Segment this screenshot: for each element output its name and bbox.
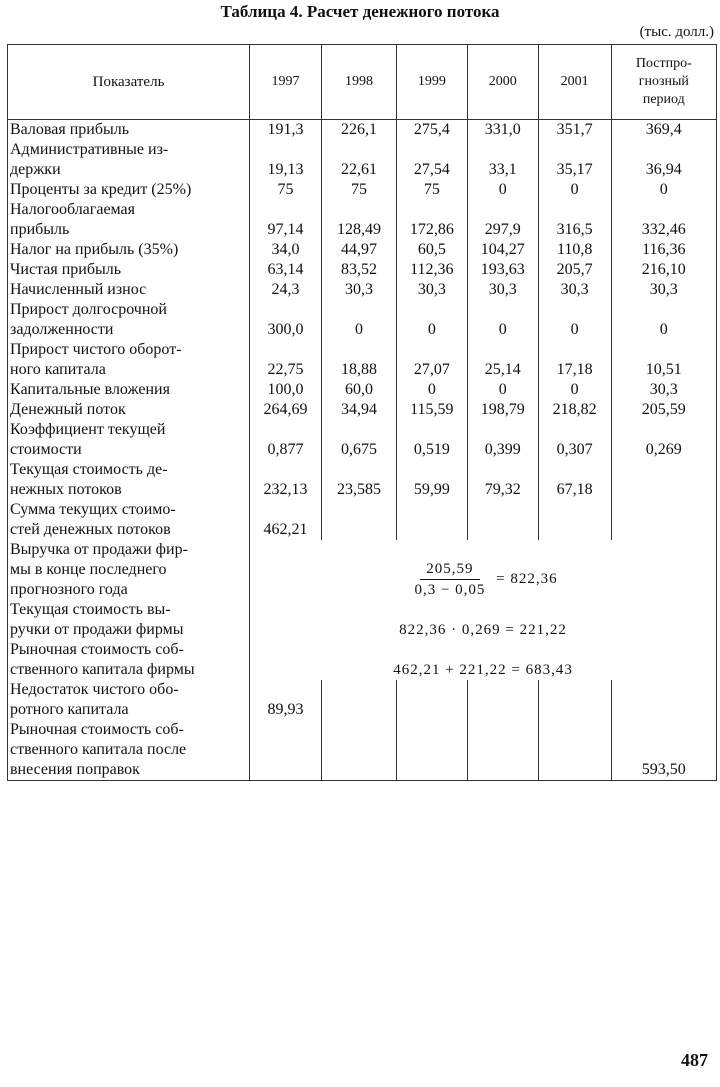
cell-value: 593,50 bbox=[611, 720, 716, 781]
cell-value: 30,3 bbox=[467, 280, 538, 300]
table-row bbox=[8, 120, 717, 141]
cell-value: 35,17 bbox=[538, 140, 611, 180]
label-line: Валовая прибыль bbox=[10, 121, 129, 138]
cell-value: 60,5 bbox=[396, 240, 467, 260]
cell-value: 27,07 bbox=[396, 340, 467, 380]
cell-value: 97,14 bbox=[250, 200, 322, 240]
cell-value bbox=[611, 500, 716, 540]
cell-value: 191,3 bbox=[250, 120, 322, 141]
cell-value: 0 bbox=[467, 180, 538, 200]
row-label bbox=[8, 600, 250, 640]
row-sale-proceeds bbox=[8, 540, 717, 600]
unit-label: (тыс. долл.) bbox=[639, 24, 714, 40]
label-line: Текущая стоимость де- bbox=[10, 461, 168, 478]
header-year-2001: 2001 bbox=[538, 45, 611, 120]
cell-value: 0,877 bbox=[250, 420, 322, 460]
cell-value: 172,86 bbox=[396, 200, 467, 240]
table-row bbox=[8, 280, 717, 300]
label-line: Рыночная стоимость соб- bbox=[10, 721, 184, 738]
row-label bbox=[8, 640, 250, 680]
cell-value: 25,14 bbox=[467, 340, 538, 380]
cell-value: 34,0 bbox=[250, 240, 322, 260]
label-line: Налог на прибыль (35%) bbox=[10, 241, 179, 258]
table-row bbox=[8, 400, 717, 420]
cell-value: 60,0 bbox=[321, 380, 396, 400]
table-row bbox=[8, 200, 717, 240]
cell-value: 205,7 bbox=[538, 260, 611, 280]
label-line: Налогооблагаемая bbox=[10, 201, 136, 218]
row-working-capital-deficit bbox=[8, 680, 717, 720]
cell-value: 332,46 bbox=[611, 200, 716, 240]
cell-value: 112,36 bbox=[396, 260, 467, 280]
cell-value: 44,97 bbox=[321, 240, 396, 260]
cell-value: 30,3 bbox=[538, 280, 611, 300]
cell-value: 67,18 bbox=[538, 460, 611, 500]
label-line: нежных потоков bbox=[10, 481, 122, 498]
table-row bbox=[8, 300, 717, 340]
cell-value: 75 bbox=[250, 180, 322, 200]
cell-value: 10,51 bbox=[611, 340, 716, 380]
header-post-line-1: Постпро- bbox=[635, 56, 692, 71]
table-row bbox=[8, 260, 717, 280]
label-line: Коэффициент текущей bbox=[10, 421, 166, 438]
label-line: Рыночная стоимость соб- bbox=[10, 641, 184, 658]
header-year-1999: 1999 bbox=[396, 45, 467, 120]
cell-value: 23,585 bbox=[321, 460, 396, 500]
cell-value: 0 bbox=[611, 300, 716, 340]
row-label bbox=[8, 420, 250, 460]
pv-sale-formula: 822,36 · 0,269 = 221,22 bbox=[250, 600, 717, 640]
row-label bbox=[8, 680, 250, 720]
header-year-1997: 1997 bbox=[250, 45, 322, 120]
row-label bbox=[8, 140, 250, 180]
cell-value: 0 bbox=[396, 380, 467, 400]
header-year-2000: 2000 bbox=[467, 45, 538, 120]
label-line: Денежный поток bbox=[10, 401, 126, 418]
sale-result: = 822,36 bbox=[496, 570, 558, 587]
cell-value: 232,13 bbox=[250, 460, 322, 500]
fraction bbox=[408, 559, 491, 600]
cell-value: 22,75 bbox=[250, 340, 322, 380]
row-label bbox=[8, 460, 250, 500]
label-line: Административные из- bbox=[10, 141, 169, 158]
row-label bbox=[8, 400, 250, 420]
row-label bbox=[8, 720, 250, 781]
label-line: задолженности bbox=[10, 321, 114, 338]
cell-value: 30,3 bbox=[611, 380, 716, 400]
header-indicator: Показатель bbox=[8, 45, 250, 120]
label-line: ственного капитала после bbox=[10, 741, 187, 758]
cash-flow-table bbox=[7, 44, 717, 781]
cell-value: 36,94 bbox=[611, 140, 716, 180]
cell-value: 369,4 bbox=[611, 120, 716, 141]
cell-value: 0 bbox=[538, 380, 611, 400]
table-row bbox=[8, 380, 717, 400]
row-label bbox=[8, 120, 250, 141]
cell-value: 264,69 bbox=[250, 400, 322, 420]
label-line: ручки от продажи фирмы bbox=[10, 621, 184, 638]
sale-formula bbox=[250, 540, 717, 600]
row-pv-sale bbox=[8, 600, 717, 640]
table-row bbox=[8, 420, 717, 460]
label-line: Чистая прибыль bbox=[10, 261, 122, 278]
cell-value bbox=[396, 500, 467, 540]
table-title: Таблица 4. Расчет денежного потока bbox=[220, 2, 500, 21]
cell-value: 19,13 bbox=[250, 140, 322, 180]
cell-value: 300,0 bbox=[250, 300, 322, 340]
row-label bbox=[8, 180, 250, 200]
cell-value: 0 bbox=[321, 300, 396, 340]
cell-value bbox=[611, 460, 716, 500]
cell-value: 193,63 bbox=[467, 260, 538, 280]
cell-value: 0,269 bbox=[611, 420, 716, 460]
label-line: Капитальные вложения bbox=[10, 381, 170, 398]
header-post-line-2: гнозный bbox=[638, 74, 689, 89]
label-line: стей денежных потоков bbox=[10, 521, 171, 538]
table-row bbox=[8, 460, 717, 500]
table-row bbox=[8, 340, 717, 380]
table-row bbox=[8, 240, 717, 260]
cell-value: 0 bbox=[538, 180, 611, 200]
cell-value: 59,99 bbox=[396, 460, 467, 500]
cell-value: 0 bbox=[467, 300, 538, 340]
cell-value: 30,3 bbox=[396, 280, 467, 300]
label-line: ного капитала bbox=[10, 361, 106, 378]
cell-value: 79,32 bbox=[467, 460, 538, 500]
cell-value: 275,4 bbox=[396, 120, 467, 141]
row-label bbox=[8, 340, 250, 380]
table-row bbox=[8, 180, 717, 200]
cell-value: 24,3 bbox=[250, 280, 322, 300]
label-line: Сумма текущих стоимо- bbox=[10, 501, 176, 518]
table-row bbox=[8, 140, 717, 180]
cell-value: 83,52 bbox=[321, 260, 396, 280]
cell-value: 75 bbox=[396, 180, 467, 200]
cell-value: 198,79 bbox=[467, 400, 538, 420]
row-label bbox=[8, 280, 250, 300]
label-line: ственного капитала фирмы bbox=[10, 661, 195, 678]
cell-value: 297,9 bbox=[467, 200, 538, 240]
cell-value: 33,1 bbox=[467, 140, 538, 180]
cell-value: 0 bbox=[538, 300, 611, 340]
label-line: Выручка от продажи фир- bbox=[10, 541, 188, 558]
header-post-line-3: период bbox=[642, 92, 685, 107]
cell-value: 0 bbox=[467, 380, 538, 400]
cell-value: 27,54 bbox=[396, 140, 467, 180]
label-line: прогнозного года bbox=[10, 581, 128, 598]
cell-value: 0 bbox=[611, 180, 716, 200]
cell-value: 30,3 bbox=[321, 280, 396, 300]
label-line: внесения поправок bbox=[10, 761, 140, 778]
label-line: Текущая стоимость вы- bbox=[10, 601, 171, 618]
denominator: 0,3 − 0,05 bbox=[414, 582, 486, 598]
page-number: 487 bbox=[681, 1050, 708, 1070]
cell-value: 316,5 bbox=[538, 200, 611, 240]
cell-value: 104,27 bbox=[467, 240, 538, 260]
cell-value: 0,519 bbox=[396, 420, 467, 460]
cell-value: 18,88 bbox=[321, 340, 396, 380]
cell-value: 115,59 bbox=[396, 400, 467, 420]
cell-value bbox=[538, 500, 611, 540]
label-line: Проценты за кредит (25%) bbox=[10, 181, 192, 198]
label-line: стоимости bbox=[10, 441, 82, 458]
cell-value: 22,61 bbox=[321, 140, 396, 180]
cell-value: 205,59 bbox=[611, 400, 716, 420]
cell-value: 63,14 bbox=[250, 260, 322, 280]
cell-value: 75 bbox=[321, 180, 396, 200]
cell-value: 116,36 bbox=[611, 240, 716, 260]
cell-value: 0,399 bbox=[467, 420, 538, 460]
cell-value: 0,307 bbox=[538, 420, 611, 460]
label-line: ротного капитала bbox=[10, 701, 129, 718]
row-label bbox=[8, 240, 250, 260]
row-market-value bbox=[8, 640, 717, 680]
label-line: держки bbox=[10, 161, 61, 178]
cell-value: 89,93 bbox=[250, 680, 322, 720]
row-adjusted-market-value bbox=[8, 720, 717, 781]
cell-value bbox=[467, 500, 538, 540]
table-row bbox=[8, 500, 717, 540]
cell-value: 462,21 bbox=[250, 500, 322, 540]
row-label bbox=[8, 500, 250, 540]
label-line: Прирост долгосрочной bbox=[10, 301, 167, 318]
cell-value: 331,0 bbox=[467, 120, 538, 141]
numerator: 205,59 bbox=[420, 559, 479, 580]
label-line: прибыль bbox=[10, 221, 70, 238]
cell-value: 100,0 bbox=[250, 380, 322, 400]
label-line: Начисленный износ bbox=[10, 281, 147, 298]
cell-value: 17,18 bbox=[538, 340, 611, 380]
row-label bbox=[8, 300, 250, 340]
row-label bbox=[8, 200, 250, 240]
row-label bbox=[8, 380, 250, 400]
label-line: мы в конце последнего bbox=[10, 561, 167, 578]
market-value-formula: 462,21 + 221,22 = 683,43 bbox=[250, 640, 717, 680]
cell-value: 0 bbox=[396, 300, 467, 340]
header-year-1998: 1998 bbox=[321, 45, 396, 120]
cell-value: 0,675 bbox=[321, 420, 396, 460]
header-post-forecast bbox=[611, 45, 716, 120]
cell-value: 351,7 bbox=[538, 120, 611, 141]
row-label bbox=[8, 260, 250, 280]
label-line: Прирост чистого оборот- bbox=[10, 341, 182, 358]
row-label bbox=[8, 540, 250, 600]
cell-value bbox=[321, 500, 396, 540]
cell-value: 216,10 bbox=[611, 260, 716, 280]
cell-value: 30,3 bbox=[611, 280, 716, 300]
cell-value: 34,94 bbox=[321, 400, 396, 420]
cell-value: 128,49 bbox=[321, 200, 396, 240]
cell-value: 110,8 bbox=[538, 240, 611, 260]
header-row bbox=[8, 45, 717, 120]
cell-value: 226,1 bbox=[321, 120, 396, 141]
cell-value: 218,82 bbox=[538, 400, 611, 420]
label-line: Недостаток чистого обо- bbox=[10, 681, 179, 698]
